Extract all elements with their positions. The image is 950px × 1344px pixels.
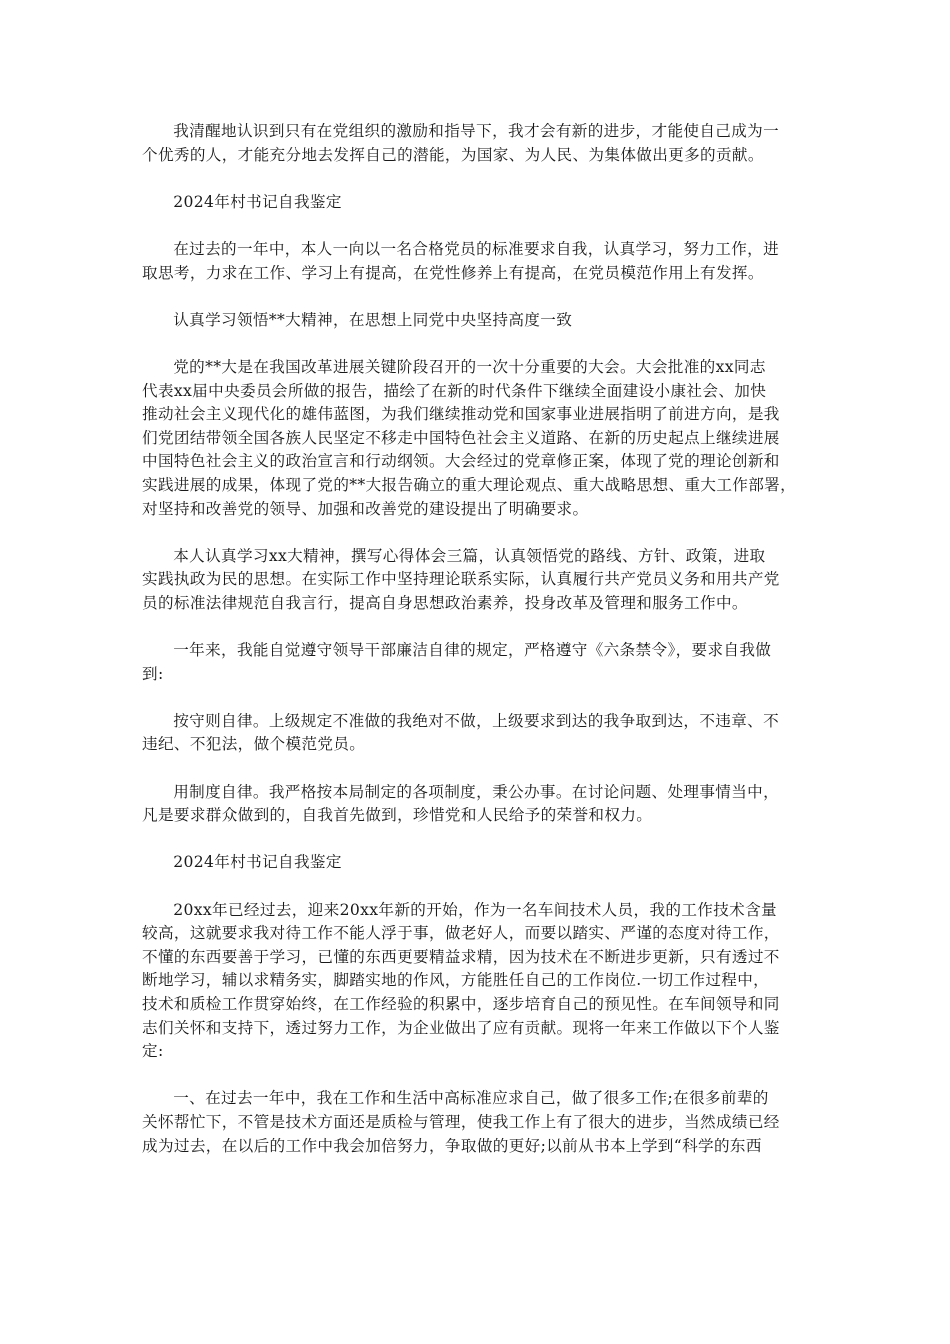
paragraph-intro: 我清醒地认识到只有在党组织的激励和指导下，我才会有新的进步，才能使自己成为一 个优秀的人，才能充分地去发挥自己的潜能，为国家、为人民、为集体做出更多的贡献。 [142, 122, 780, 164]
paragraph: 按守则自律。上级规定不准做的我绝对不做，上级要求到达的我争取到达，不违章、不 违纪、不犯法，做个模范党员。 [142, 711, 780, 754]
paragraph: 20xx年已经过去，迎来20xx年新的开始，作为一名车间技术人员，我的工作技术含量 较高，这就要求我对待工作不能人浮于事，做老好人，而要以踏实、严谨的态度对待工作， 不懂的东西要善于学习，已懂的东西更要精益求精，因为技术在不断进步更新，只有透过不 断地学习，辅以求精务实，脚踏实地的作风，方能胜任自己的工作岗位.一切工作过程中， 技术和质检工作贯穿始终，在工作经验的积累中，逐步培育自己的预见性。在车间领导和同 志们关怀和支持下，透过努力工作，为企业做出了应有贡献。现将一年来工作做以下个人鉴 定: [142, 900, 780, 1061]
paragraph: 一、在过去一年中，我在工作和生活中高标准应求自己，做了很多工作;在很多前辈的 关怀帮忙下，不管是技术方面还是质检与管理，使我工作上有了很大的进步，当然成绩已经 成为过去，在以后的工作中我会加倍努力，争取做的更好;以前从书本上学到“科学的东西 [142, 1089, 780, 1155]
document-body [142, 120, 814, 1182]
section-heading: 2024年村书记自我鉴定 [173, 192, 342, 211]
section-heading: 2024年村书记自我鉴定 [173, 853, 342, 872]
paragraph: 本人认真学习xx大精神，撰写心得体会三篇，认真领悟党的路线、方针、政策，进取 实践执政为民的思想。在实际工作中坚持理论联系实际，认真履行共产党员义务和用共产党 员的标准法律规范自我言行，提高自身思想政治素养，投身改革及管理和服务工作中。 [142, 546, 780, 612]
paragraph: 一年来，我能自觉遵守领导干部廉洁自律的规定，严格遵守《六条禁令》，要求自我做 到: [142, 641, 772, 683]
paragraph: 党的**大是在我国改革进展关键阶段召开的一次十分重要的大会。大会批准的xx同志 代表xx届中央委员会所做的报告，描绘了在新的时代条件下继续全面建设小康社会、加快 推动社会主义现代化的雄伟蓝图，为我们继续推动党和国家事业进展指明了前进方向，是我 们党团结带领全国各族人民坚定不移走中国特色社会主义道路、在新的历史起点上继续进展 中国特色社会主义的政治宣言和行动纲领。大会经过的党章修正案，体现了党的理论创新和 实践进展的成果，体现了党的**大报告确立的重大理论观点、重大战略思想、重大工作部署， 对坚持和改善党的领导、加强和改善党的建设提出了明确要求。 [142, 357, 797, 518]
paragraph: 用制度自律。我严格按本局制定的各项制度，秉公办事。在讨论问题、处理事情当中， 凡是要求群众做到的，自我首先做到，珍惜党和人民给予的荣誉和权力。 [142, 782, 780, 825]
subheading: 认真学习领悟**大精神，在思想上同党中央坚持高度一致 [173, 310, 573, 329]
paragraph: 在过去的一年中，本人一向以一名合格党员的标准要求自我，认真学习，努力工作，进 取思考，力求在工作、学习上有提高，在党性修养上有提高，在党员模范作用上有发挥。 [142, 239, 780, 282]
